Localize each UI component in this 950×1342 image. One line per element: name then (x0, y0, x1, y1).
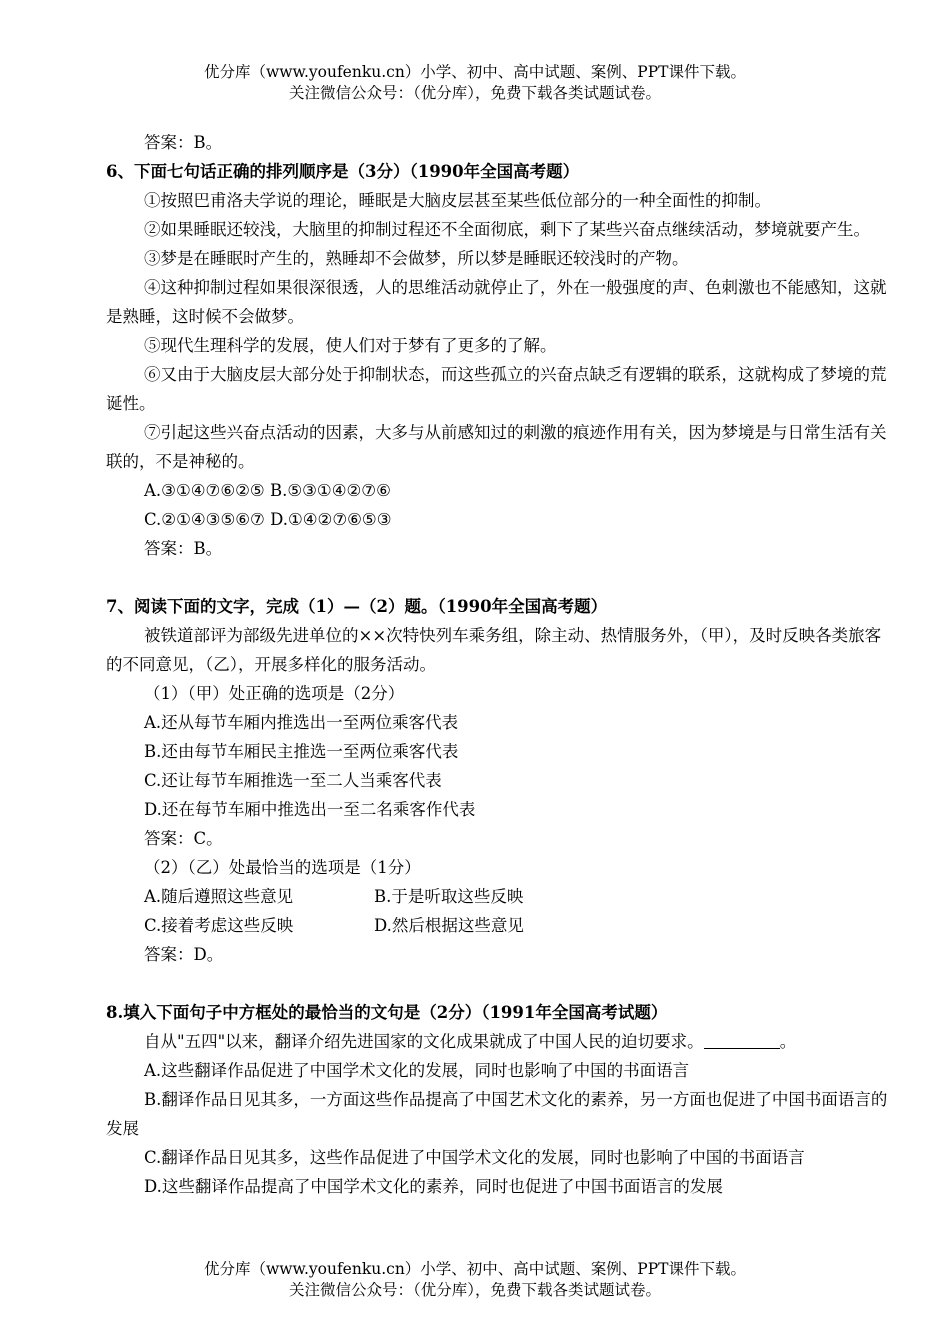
footer-line-2: 关注微信公众号：（优分库），免费下载各类试题试卷。 (288, 1281, 661, 1299)
q6-sentence: ②如果睡眠还较浅，大脑里的抑制过程还不全面彻底，剩下了某些兴奋点继续活动，梦境就要产生。 (144, 220, 870, 239)
q8-stem (106, 1027, 888, 1056)
q7-sub2-answer: 答案：D。 (144, 945, 224, 964)
q7-sub1-answer: 答案：C。 (144, 829, 223, 848)
q7-passage: 被铁道部评为部级先进单位的××次特快列车乘务组，除主动、热情服务外，（甲），及时反映各类旅客的不同意见，（乙），开展多样化的服务活动。 (106, 626, 882, 674)
q6-sentence: ⑦引起这些兴奋点活动的因素，大多与从前感知过的刺激的痕迹作用有关，因为梦境是与日常生活有关联的，不是神秘的。 (106, 423, 887, 471)
q8-stem-text: 自从"五四"以来，翻译介绍先进国家的文化成果就成了中国人民的迫切要求。 (144, 1032, 704, 1051)
q7-title: 7、阅读下面的文字，完成（1）—（2）题。（1990年全国高考题） (106, 597, 608, 616)
footer-line-1: 优分库（www.youfenku.cn）小学、初中、高中试题、案例、PPT课件下载。 (203, 1260, 747, 1278)
q6-sentence: ③梦是在睡眠时产生的，熟睡却不会做梦，所以梦是睡眠还较浅时的产物。 (144, 249, 689, 268)
q8-stem-end: 。 (779, 1032, 797, 1051)
q6-sentence: ①按照巴甫洛夫学说的理论，睡眠是大脑皮层甚至某些低位部分的一种全面性的抑制。 (144, 191, 771, 210)
page-header (0, 62, 950, 104)
q6-sentence: ⑤现代生理科学的发展，使人们对于梦有了更多的了解。 (144, 336, 557, 355)
q7-sub2-options-row (106, 911, 888, 940)
q6-options-cd: C.②①④③⑤⑥⑦ D.①④②⑦⑥⑤③ (144, 510, 392, 529)
spacer (106, 969, 888, 998)
q8-title: 8.填入下面句子中方框处的最恰当的文句是（2分）（1991年全国高考试题） (106, 1003, 668, 1022)
q6-sentence: ④这种抑制过程如果很深很透，人的思维活动就停止了，外在一般强度的声、色刺激也不能感知，这就是熟睡，这时候不会做梦。 (106, 278, 887, 326)
q8-option: C.翻译作品日见其多，这些作品促进了中国学术文化的发展，同时也影响了中国的书面语言 (144, 1148, 805, 1167)
q7-sub1-prompt: （1）（甲）处正确的选项是（2分） (144, 684, 405, 703)
q7-sub2-options-row (106, 882, 888, 911)
q7-sub2-option: C.接着考虑这些反映 (144, 916, 294, 935)
q6-options-ab: A.③①④⑦⑥②⑤ B.⑤③①④②⑦⑥ (144, 481, 391, 500)
spacer (106, 563, 888, 592)
q7-sub1-option: A.还从每节车厢内推选出一至两位乘客代表 (144, 713, 459, 732)
q8-option: D.这些翻译作品提高了中国学术文化的素养，同时也促进了中国书面语言的发展 (144, 1177, 723, 1196)
q6-sentence: ⑥又由于大脑皮层大部分处于抑制状态，而这些孤立的兴奋点缺乏有逻辑的联系，这就构成了梦境的荒诞性。 (106, 365, 887, 413)
fill-blank (704, 1030, 780, 1049)
document-body (106, 128, 888, 1201)
page-footer (0, 1259, 950, 1301)
q6-answer: 答案：B。 (144, 539, 223, 558)
q7-sub2-option: D.然后根据这些意见 (374, 916, 524, 935)
header-line-2: 关注微信公众号：（优分库），免费下载各类试题试卷。 (288, 84, 661, 102)
q8-option: B.翻译作品日见其多，一方面这些作品提高了中国艺术文化的素养，另一方面也促进了中国书面语言的发展 (106, 1090, 888, 1138)
q7-sub1-option: B.还由每节车厢民主推选一至两位乘客代表 (144, 742, 459, 761)
q7-sub2-prompt: （2）（乙）处最恰当的选项是（1分） (144, 858, 421, 877)
q8-option: A.这些翻译作品促进了中国学术文化的发展，同时也影响了中国的书面语言 (144, 1061, 690, 1080)
q6-title: 6、下面七句话正确的排列顺序是（3分）（1990年全国高考题） (106, 162, 580, 181)
q7-sub1-option: D.还在每节车厢中推选出一至二名乘客作代表 (144, 800, 476, 819)
q7-sub1-option: C.还让每节车厢推选一至二人当乘客代表 (144, 771, 442, 790)
q7-sub2-option: A.随后遵照这些意见 (144, 887, 294, 906)
prev-answer: 答案：B。 (144, 133, 223, 152)
q7-sub2-option: B.于是听取这些反映 (374, 887, 524, 906)
header-line-1: 优分库（www.youfenku.cn）小学、初中、高中试题、案例、PPT课件下载。 (203, 63, 747, 81)
